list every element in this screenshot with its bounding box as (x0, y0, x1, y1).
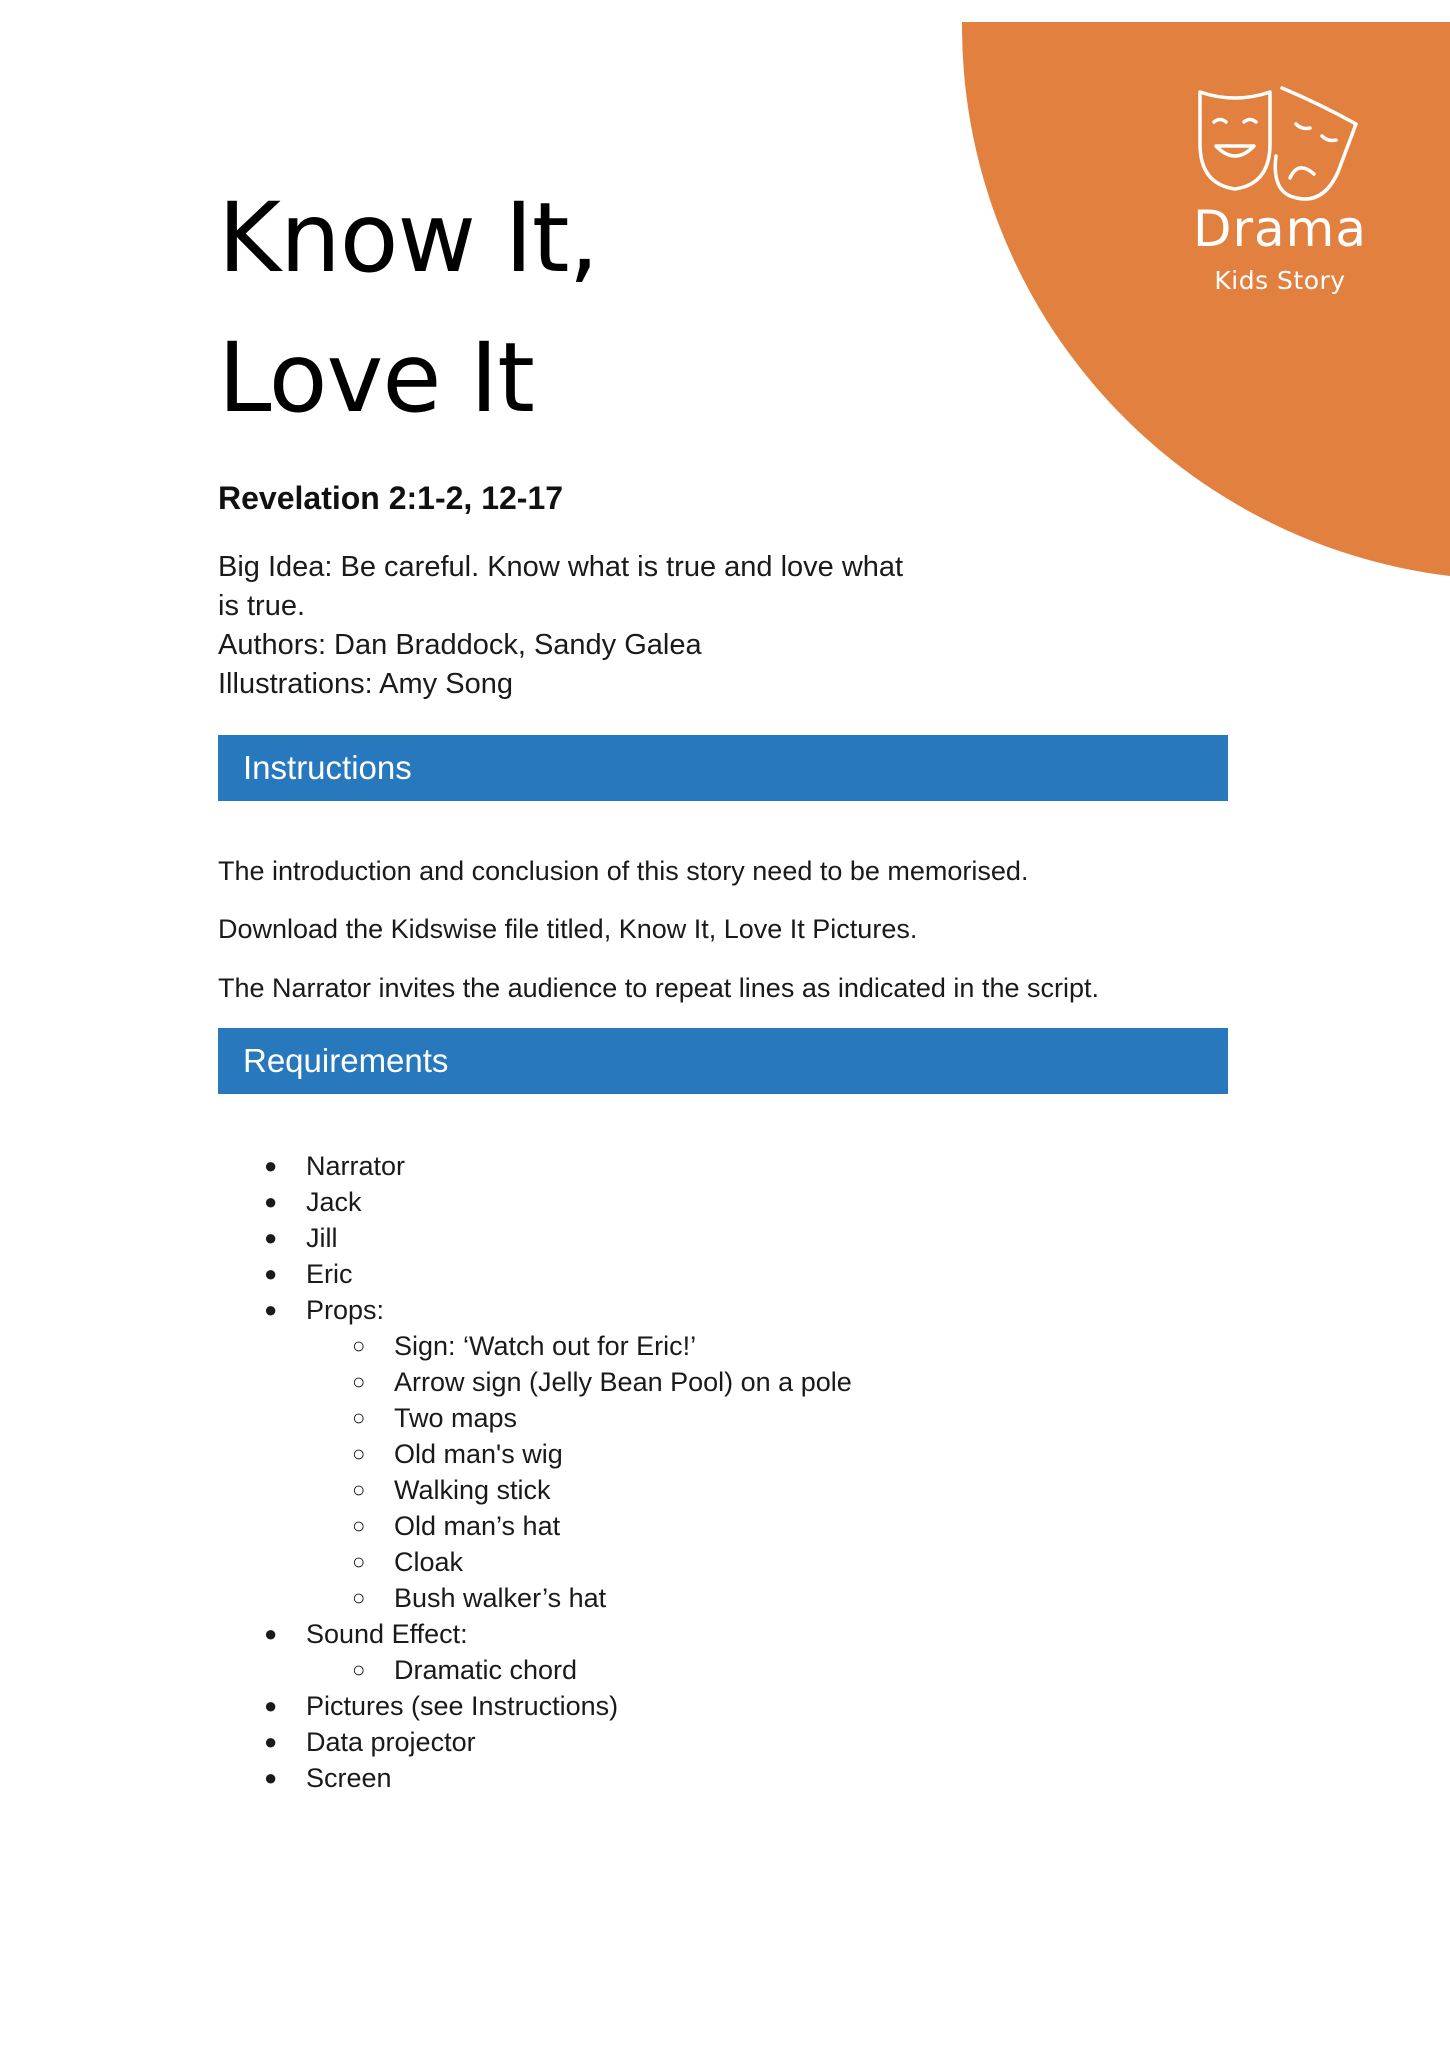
bullet: ● (264, 1189, 278, 1214)
list-item-label: Narrator (306, 1151, 406, 1181)
story-meta (218, 548, 938, 704)
list-item-label: Jill (306, 1223, 338, 1253)
sub-bullet: ○ (352, 1333, 366, 1358)
big-idea-line-1: Big Idea: Be careful. Know what is true and love what (218, 551, 904, 583)
list-item-label: Eric (306, 1259, 353, 1289)
sub-bullet: ○ (352, 1369, 366, 1394)
sub-list-item-label: Bush walker’s hat (394, 1583, 607, 1613)
bullet: ● (264, 1297, 278, 1322)
requirements-heading: Requirements (218, 1028, 1228, 1094)
page-title-line-2: Love It (218, 322, 534, 434)
sub-bullet: ○ (352, 1405, 366, 1430)
theatre-masks-icon (1190, 84, 1370, 204)
sub-list-item-label: Walking stick (394, 1475, 551, 1505)
sub-bullet: ○ (352, 1549, 366, 1574)
bullet: ● (264, 1729, 278, 1754)
sub-bullet: ○ (352, 1657, 366, 1682)
sub-list-item-label: Old man’s hat (394, 1511, 561, 1541)
bullet: ● (264, 1621, 278, 1646)
bullet: ● (264, 1225, 278, 1250)
bullet: ● (264, 1261, 278, 1286)
illustrations: Illustrations: Amy Song (218, 668, 513, 700)
bible-reference: Revelation 2:1-2, 12-17 (218, 480, 564, 516)
bullet: ● (264, 1765, 278, 1790)
sub-bullet: ○ (352, 1477, 366, 1502)
list-item-label: Props: (306, 1295, 385, 1325)
instructions-paragraph: Download the Kidswise file titled, Know It, Love It Pictures. (218, 914, 918, 944)
sub-bullet: ○ (352, 1441, 366, 1466)
sub-bullet: ○ (352, 1513, 366, 1538)
sub-list-item-label: Cloak (394, 1547, 464, 1577)
sub-bullet: ○ (352, 1585, 366, 1610)
authors: Authors: Dan Braddock, Sandy Galea (218, 629, 702, 661)
sub-list-item-label: Arrow sign (Jelly Bean Pool) on a pole (394, 1367, 852, 1397)
instructions-paragraph: The Narrator invites the audience to repeat lines as indicated in the script. (218, 973, 1099, 1003)
badge-subtitle: Kids Story (1214, 266, 1346, 295)
list-item-label: Data projector (306, 1727, 476, 1757)
sub-list-item-label: Old man's wig (394, 1439, 563, 1469)
bullet: ● (264, 1153, 278, 1178)
sub-list-item-label: Dramatic chord (394, 1655, 578, 1685)
list-item-label: Screen (306, 1763, 392, 1793)
sub-list-item-label: Two maps (394, 1403, 518, 1433)
instructions-heading: Instructions (218, 735, 1228, 801)
badge-title: Drama (1192, 200, 1368, 258)
bullet: ● (264, 1693, 278, 1718)
list-item-label: Jack (306, 1187, 362, 1217)
page-title-line-1: Know It, (218, 182, 599, 294)
sub-list-item-label: Sign: ‘Watch out for Eric!’ (394, 1331, 697, 1361)
list-item-label: Sound Effect: (306, 1619, 468, 1649)
list-item-label: Pictures (see Instructions) (306, 1691, 619, 1721)
big-idea-line-2: is true. (218, 590, 306, 622)
instructions-paragraph: The introduction and conclusion of this story need to be memorised. (218, 856, 1029, 886)
